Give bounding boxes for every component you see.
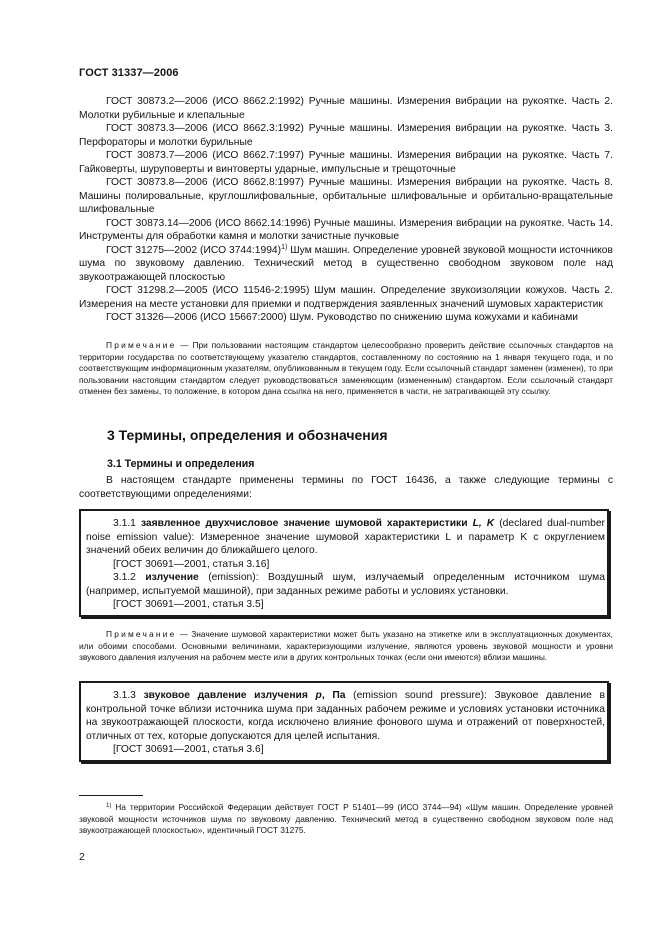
reference-item: ГОСТ 31326—2006 (ИСО 15667:2000) Шум. Руководство по снижению шума кожухами и кабинами bbox=[106, 312, 579, 323]
term-unit: Па bbox=[332, 690, 346, 701]
term-name: звуковое давление излучения bbox=[143, 690, 308, 701]
footnote-marker: 1) bbox=[281, 243, 288, 251]
term-name: заявленное двухчисловое значение шумовой характеристики bbox=[140, 518, 468, 529]
document-header: ГОСТ 31337—2006 bbox=[79, 67, 179, 79]
section-heading: 3 Термины, определения и обозначения bbox=[107, 427, 388, 443]
footnote-marker: 1) bbox=[106, 803, 112, 809]
subsection-heading: 3.1 Термины и определения bbox=[107, 458, 255, 470]
term-symbols: L, K bbox=[472, 518, 495, 529]
note-label: Примечание bbox=[106, 340, 177, 350]
reference-item: ГОСТ 30873.3—2006 (ИСО 8662.3:1992) Ручные машины. Измерения вибрации на рукоятке. Часть 3. Перфораторы и молотки бурильные bbox=[79, 123, 613, 148]
terms-box-1 bbox=[79, 509, 609, 617]
term-definition: 3.1.2 излучение (emission): Воздушный шум, излучаемый определенным источником шума (например, испытуемой машиной), при заданных режиме работы и условиях установки. bbox=[86, 572, 605, 597]
footnote-text: На территории Российской Федерации действует ГОСТ Р 51401—99 (ИСО 3744—94) «Шум машин. Определение уровней звуковой мощности источников шума по звуковому давлению. Технический метод в существенно свободном звуковом поле над звукоотражающей плоскостью», идентичный ГОСТ 31275. bbox=[79, 802, 614, 836]
term-source: [ГОСТ 30691—2001, статья 3.6] bbox=[113, 744, 264, 755]
note-text: — Значение шумовой характеристики может быть указано на этикетке или в эксплуатационных документах, или обоими способами. Основными величинами, характеризующими излучение, являются уровень звуковой мощности и уровни звукового давления излучения на рабочем месте или в других контрольных точках (если они имеются) вблизи машины. bbox=[79, 629, 613, 663]
term-definition: 3.1.3 звуковое давление излучения p, Па (emission sound pressure): Звуковое давление в контрольной точке вблизи источника шума при заданных рабочем режиме и условиях установки источника на звукоотражающей плоскости, когда исключено влияние фонового шума и отражений от поверхностей, отличных от тех, которые допускаются для целей испытания. bbox=[86, 690, 605, 742]
reference-item: ГОСТ 30873.2—2006 (ИСО 8662.2:1992) Ручные машины. Измерения вибрации на рукоятке. Часть 2. Молотки рубильные и клепальные bbox=[79, 96, 613, 121]
footnote-divider bbox=[79, 795, 143, 796]
section-intro: В настоящем стандарте применены термины по ГОСТ 16436, а также следующие термины с соответствующими определениями: bbox=[79, 475, 613, 500]
reference-item: ГОСТ 30873.8—2006 (ИСО 8662.8:1997) Ручные машины. Измерения вибрации на рукоятке. Часть 8. Машины полировальные, круглошлифовальные, орбитальные шлифовальные и орбитально-вращательные шлифовальные bbox=[79, 177, 613, 215]
term-source: [ГОСТ 30691—2001, статья 3.5] bbox=[113, 599, 264, 610]
note-text: — При пользовании настоящим стандартом целесообразно проверить действие ссылочных стандартов на территории государства по соответствующему указателю стандартов, составленному по состоянию на 1 января текущего года, и по соответствующим информационным указателям, опубликованным в текущем году. Если ссылочный стандарт заменен (изменен), то при пользовании настоящим стандартом следует руководствоваться заменяющим (измененным) стандартом. Если ссылочный стандарт отменен без замены, то положение, в котором дана ссылка на него, применяется в части, не затрагивающей эту ссылку. bbox=[79, 340, 614, 397]
reference-item: ГОСТ 31298.2—2005 (ИСО 11546-2:1995) Шум машин. Определение звукоизоляции кожухов. Часть 2. Измерения на месте установки для приемки и подтверждения заявленных значений шумовых характеристик bbox=[79, 285, 613, 310]
reference-item: ГОСТ 30873.14—2006 (ИСО 8662.14:1996) Ручные машины. Измерения вибрации на рукоятке. Часть 14. Инструменты для обработки камня и молотки зачистные пучковые bbox=[79, 217, 613, 242]
term-definition: 3.1.1 заявленное двухчисловое значение шумовой характеристики L, K (declared dual-number noise emission value): Измеренное значение шумовой характеристики L и параметр K с округлением значений обеих величин до ближайшего целого. bbox=[86, 518, 605, 556]
reference-item: ГОСТ 30873.7—2006 (ИСО 8662.7:1997) Ручные машины. Измерения вибрации на рукоятке. Часть 7. Гайковерты, шуруповерты и винтоверты ударные, импульсные и трещоточные bbox=[79, 150, 613, 175]
term-source: [ГОСТ 30691—2001, статья 3.16] bbox=[113, 558, 270, 570]
footnote bbox=[79, 802, 613, 837]
terms-box-2 bbox=[79, 681, 609, 762]
note-references bbox=[79, 340, 613, 398]
note-label: Примечание bbox=[106, 629, 177, 639]
term-name: излучение bbox=[145, 572, 199, 583]
note-emission bbox=[79, 629, 613, 664]
reference-item: ГОСТ 31275—2002 (ИСО 3744:1994)$^{1)}$ Шум машин. Определение уровней звуковой мощности источников шума по звуковому давлению. Технический метод в существенно свободном звуковом поле над звукоотражающей плоскостью bbox=[79, 243, 613, 283]
page-number: 2 bbox=[79, 851, 85, 863]
normative-references bbox=[79, 95, 613, 325]
term-symbols: p bbox=[315, 690, 322, 701]
